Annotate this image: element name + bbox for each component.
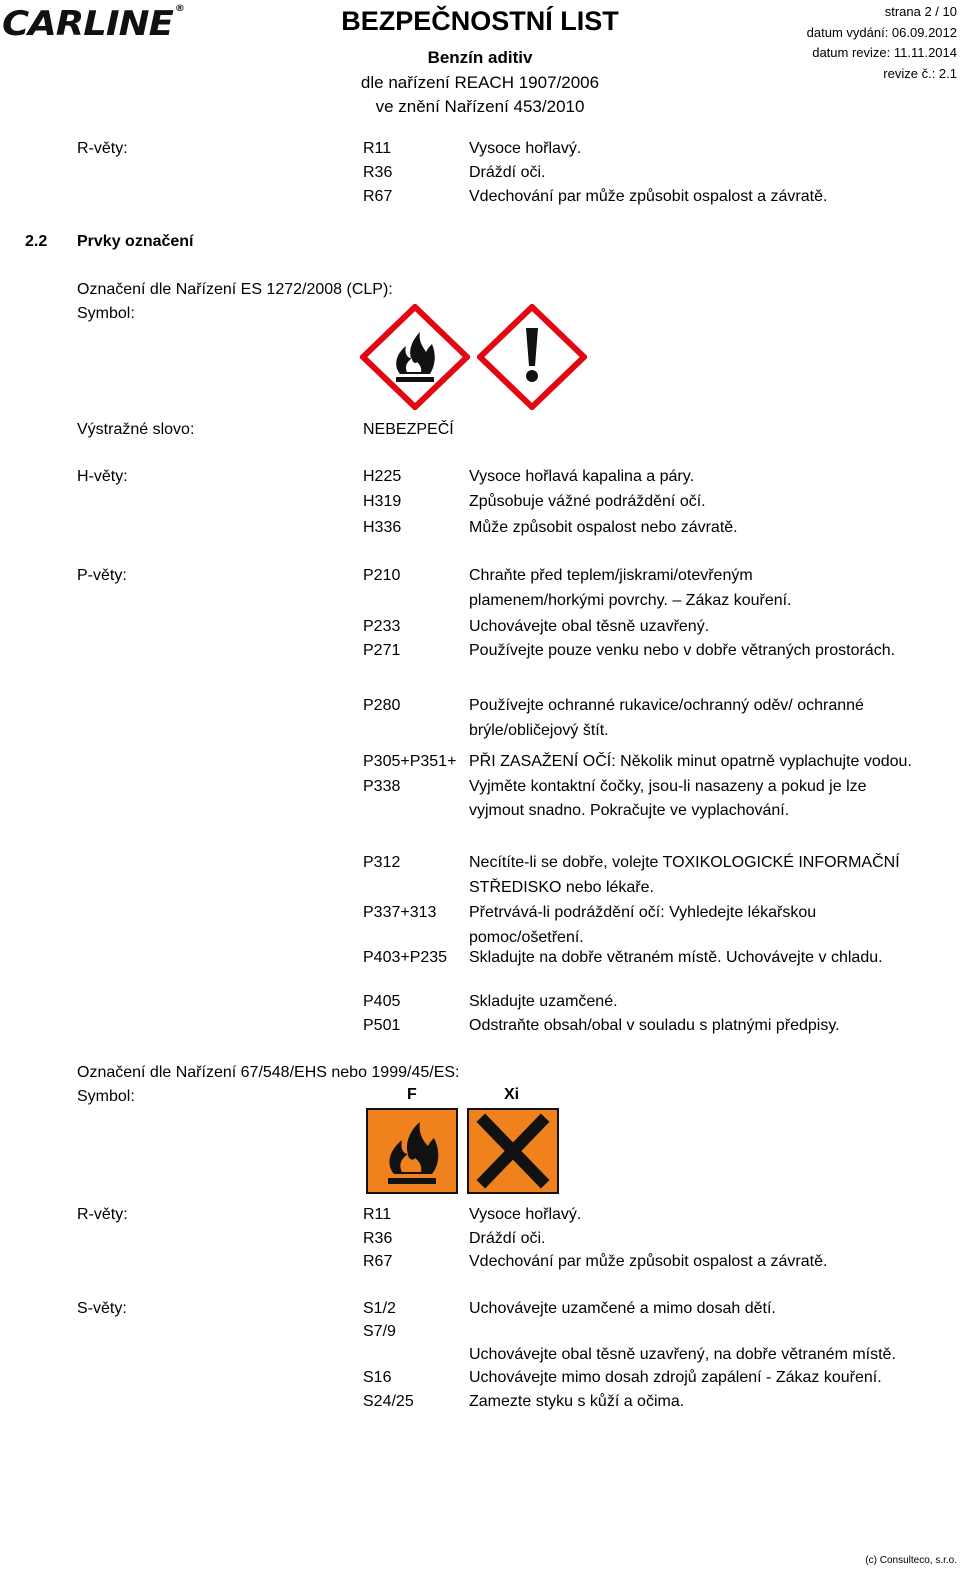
h-code: H336 — [363, 519, 402, 536]
old-labelling-heading: Označení dle Nařízení 67/548/EHS nebo 1999/45/ES: — [77, 1064, 460, 1081]
p-code: P403+P235 — [363, 949, 448, 966]
r-text: Dráždí oči. — [469, 1230, 546, 1247]
symbol-letter-xi: Xi — [504, 1086, 520, 1103]
s-phrases-label: S-věty: — [77, 1300, 127, 1317]
r-code: R11 — [363, 1206, 392, 1223]
section-number: 2.2 — [25, 233, 48, 250]
p-text: Vyjměte kontaktní čočky, jsou-li nasazeny a pokud je lze — [469, 778, 867, 795]
p-text: vyjmout snadno. Pokračujte ve vyplachování. — [469, 802, 790, 819]
p-code: P233 — [363, 618, 401, 635]
r-code: R67 — [363, 188, 393, 205]
p-text: Používejte pouze venku nebo v dobře větraných prostorách. — [469, 642, 896, 659]
s-text: Uchovávejte obal těsně uzavřený, na dobře větraném místě. — [469, 1346, 896, 1363]
r-text: Dráždí oči. — [469, 164, 546, 181]
p-text: Skladujte na dobře větraném místě. Uchovávejte v chladu. — [469, 949, 883, 966]
p-text: Necítíte-li se dobře, volejte TOXIKOLOGICKÉ INFORMAČNÍ — [469, 854, 900, 871]
cross-orange-icon — [467, 1108, 559, 1194]
page-number: strana 2 / 10 — [884, 4, 957, 19]
p-text: Skladujte uzamčené. — [469, 993, 618, 1010]
regulation-line: dle nařízení REACH 1907/2006 — [360, 73, 600, 92]
p-text: PŘI ZASAŽENÍ OČÍ: Několik minut opatrně vyplachujte vodou. — [469, 753, 912, 770]
r-phrases-label: R-věty: — [77, 1206, 128, 1223]
exclamation-pictogram — [477, 304, 587, 410]
p-code: P312 — [363, 854, 401, 871]
r-code: R36 — [363, 1230, 393, 1247]
s-code: S1/2 — [363, 1300, 396, 1317]
s-code: S24/25 — [363, 1393, 414, 1410]
p-text: Přetrvává-li podráždění očí: Vyhledejte lékařskou — [469, 904, 817, 921]
p-text: Chraňte před teplem/jiskrami/otevřeným — [469, 567, 753, 584]
document-title: BEZPEČNOSTNÍ LIST — [341, 6, 619, 36]
r-text: Vdechování par může způsobit ospalost a závratě. — [469, 188, 828, 205]
p-text: plamenem/horkými povrchy. – Zákaz kouření. — [469, 592, 792, 609]
p-phrases-label: P-věty: — [77, 567, 127, 584]
amendment-line: ve znění Nařízení 453/2010 — [375, 97, 585, 116]
h-text: Může způsobit ospalost nebo závratě. — [469, 519, 738, 536]
section-title: Prvky označení — [77, 233, 194, 250]
signal-word: NEBEZPEČÍ — [363, 421, 454, 438]
h-text: Vysoce hořlavá kapalina a páry. — [469, 468, 695, 485]
r-code: R36 — [363, 164, 393, 181]
p-code: P405 — [363, 993, 401, 1010]
symbol-letter-f: F — [407, 1086, 417, 1103]
clp-heading: Označení dle Nařízení ES 1272/2008 (CLP): — [77, 281, 393, 298]
p-code: P501 — [363, 1017, 401, 1034]
p-text: brýle/obličejový štít. — [469, 722, 609, 739]
signal-word-label: Výstražné slovo: — [77, 421, 195, 438]
p-text: Uchovávejte obal těsně uzavřený. — [469, 618, 710, 635]
p-text: pomoc/ošetření. — [469, 929, 584, 946]
p-code: P337+313 — [363, 904, 437, 921]
old-symbol-label: Symbol: — [77, 1088, 135, 1105]
h-code: H225 — [363, 468, 402, 485]
product-name: Benzín aditiv — [427, 48, 533, 67]
r-code: R67 — [363, 1253, 393, 1270]
s-text: Uchovávejte mimo dosah zdrojů zapálení - Zákaz kouření. — [469, 1369, 882, 1386]
revision-number: revize č.: 2.1 — [883, 66, 957, 81]
issue-date: datum vydání: 06.09.2012 — [806, 25, 957, 40]
p-text: Používejte ochranné rukavice/ochranný oděv/ ochranné — [469, 697, 864, 714]
p-code: P271 — [363, 642, 401, 659]
h-phrases-label: H-věty: — [77, 468, 128, 485]
p-text: STŘEDISKO nebo lékaře. — [469, 879, 654, 896]
p-text: Odstraňte obsah/obal v souladu s platnými předpisy. — [469, 1017, 840, 1034]
h-text: Způsobuje vážné podráždění očí. — [469, 493, 706, 510]
r-phrases-label: R-věty: — [77, 140, 128, 157]
s-code: S16 — [363, 1369, 392, 1386]
s-text: Zamezte styku s kůží a očima. — [469, 1393, 685, 1410]
footer-copyright: (c) Consulteco, s.r.o. — [865, 1555, 957, 1566]
r-code: R11 — [363, 140, 392, 157]
s-code: S7/9 — [363, 1323, 396, 1340]
p-code: P338 — [363, 778, 401, 795]
s-text: Uchovávejte uzamčené a mimo dosah dětí. — [469, 1300, 776, 1317]
h-code: H319 — [363, 493, 402, 510]
p-code: P305+P351+ — [363, 753, 457, 770]
flame-pictogram — [360, 304, 470, 410]
p-code: P280 — [363, 697, 401, 714]
flame-orange-icon — [366, 1108, 458, 1194]
registered-mark: ® — [174, 3, 184, 14]
p-code: P210 — [363, 567, 401, 584]
r-text: Vdechování par může způsobit ospalost a závratě. — [469, 1253, 828, 1270]
logo-text: CARLINE — [2, 3, 173, 44]
r-text: Vysoce hořlavý. — [469, 140, 582, 157]
revision-date: datum revize: 11.11.2014 — [812, 45, 957, 60]
clp-symbol-label: Symbol: — [77, 305, 135, 322]
r-text: Vysoce hořlavý. — [469, 1206, 582, 1223]
